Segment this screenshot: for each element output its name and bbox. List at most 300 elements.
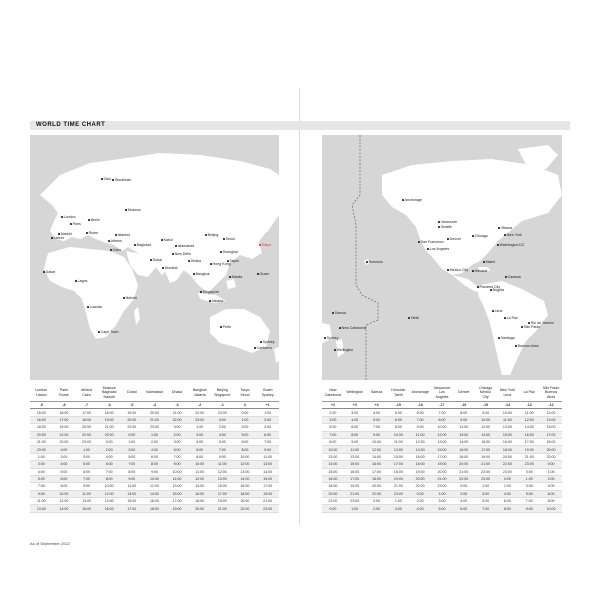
time-cell: 18:00 [75, 416, 98, 423]
time-cell: 12:00 [98, 490, 121, 497]
table-row [30, 483, 279, 490]
time-cell: 13:00 [234, 468, 257, 475]
table-row [30, 431, 279, 438]
time-cell: 1:00 [75, 446, 98, 453]
time-cell: 6:00 [143, 453, 166, 460]
offset-cell: -7 [75, 402, 98, 409]
city-label: Luanda [87, 305, 102, 309]
time-cell: 3:00 [234, 424, 257, 431]
city-label: Caracas [505, 275, 521, 279]
time-cell: 9:00 [211, 453, 234, 460]
offset-cell: +2 [322, 402, 344, 409]
time-cell: 7:00 [322, 431, 344, 438]
time-cell: 17:00 [53, 416, 76, 423]
time-cell: 18:00 [30, 424, 53, 431]
time-cell: 17:00 [540, 431, 562, 438]
city-label: Sydney [324, 336, 339, 340]
time-cell: 20:00 [143, 409, 166, 416]
time-cell: 4:00 [143, 446, 166, 453]
city-label: Berlin [88, 218, 100, 222]
time-cell: 5:00 [53, 468, 76, 475]
time-cell: 0:00 [121, 431, 144, 438]
column-header: Anchorage [409, 384, 431, 402]
time-cell: 0:00 [497, 475, 519, 482]
time-cell: 18:00 [366, 475, 388, 482]
time-cell: 21:00 [166, 409, 189, 416]
time-cell: 15:00 [211, 483, 234, 490]
time-cell: 15:00 [166, 490, 189, 497]
time-cell: 13:00 [211, 475, 234, 482]
column-header: Moscow Baghdad Nairobi [98, 384, 121, 402]
time-cell: 2:00 [53, 453, 76, 460]
time-cell: 11:00 [121, 483, 144, 490]
time-cell: 1:00 [30, 453, 53, 460]
time-cell: 18:00 [387, 468, 409, 475]
time-cell: 5:00 [234, 431, 257, 438]
time-cell: 10:00 [431, 424, 453, 431]
time-cell: 16:00 [366, 461, 388, 468]
time-cell: 20:00 [409, 475, 431, 482]
time-cell: 19:00 [121, 409, 144, 416]
time-cell: 0:00 [166, 424, 189, 431]
table-row [322, 438, 562, 445]
time-cell: 14:00 [234, 475, 257, 482]
city-label: Denver [447, 237, 461, 241]
time-cell: 14:00 [366, 453, 388, 460]
table-row [322, 446, 562, 453]
time-cell: 12:00 [234, 461, 257, 468]
time-cell: 17:00 [75, 409, 98, 416]
city-label: São Paulo [521, 325, 540, 329]
time-cell: 16:00 [98, 505, 121, 512]
time-cell: 13:00 [75, 498, 98, 505]
time-cell: 13:00 [344, 453, 366, 460]
table-row [322, 505, 562, 512]
table-row [30, 416, 279, 423]
time-cell: 23:00 [98, 431, 121, 438]
city-label: Rome [86, 231, 98, 235]
time-cell: 8:00 [497, 505, 519, 512]
city-label: Shanghai [220, 250, 238, 254]
time-cell: 7:00 [211, 446, 234, 453]
time-cell: 4:00 [409, 505, 431, 512]
city-label: Athens [108, 239, 122, 243]
table-row [30, 446, 279, 453]
time-cell: 17:00 [344, 475, 366, 482]
time-cell: 14:00 [98, 498, 121, 505]
city-label: Hong Kong [210, 262, 231, 266]
time-cell: 4:00 [256, 424, 279, 431]
time-cell: 15:00 [431, 446, 453, 453]
table-header-row [322, 384, 562, 402]
city-label: Dubai [150, 258, 162, 262]
time-cell: 23:00 [30, 446, 53, 453]
time-cell: 22:00 [453, 475, 475, 482]
time-cell: 5:00 [121, 453, 144, 460]
city-label: Ottawa [498, 226, 512, 230]
time-cell: 17:00 [211, 490, 234, 497]
offset-cell: -12 [540, 402, 562, 409]
time-cell: 20:00 [188, 505, 211, 512]
time-cell: 5:00 [431, 505, 453, 512]
offset-row [30, 402, 279, 409]
time-cell: 8:00 [121, 468, 144, 475]
time-cell: 22:00 [322, 498, 344, 505]
time-cell: 22:00 [234, 505, 257, 512]
city-label: Chicago [472, 234, 488, 238]
time-cell: 9:00 [453, 416, 475, 423]
time-cell: 14:00 [256, 468, 279, 475]
time-cell: 16:00 [188, 490, 211, 497]
column-header: New York Lima [497, 384, 519, 402]
time-cell: 6:00 [409, 409, 431, 416]
table-row [322, 424, 562, 431]
time-cell: 17:00 [518, 438, 540, 445]
time-cell: 9:00 [475, 409, 497, 416]
time-cell: 19:00 [344, 483, 366, 490]
time-cell: 3:00 [518, 483, 540, 490]
time-cell: 10:00 [475, 416, 497, 423]
time-cell: 5:00 [366, 416, 388, 423]
time-cell: 19:00 [53, 424, 76, 431]
time-cell: 22:00 [166, 416, 189, 423]
city-label: Santiago [498, 336, 515, 340]
column-header: Bangkok Jakarta [188, 384, 211, 402]
offset-cell: -1 [211, 402, 234, 409]
city-label: New Delhi [172, 252, 191, 256]
city-label: Manila [229, 275, 242, 279]
time-cell: 16:00 [234, 483, 257, 490]
city-label: Mexico City [447, 268, 468, 272]
offset-cell: -6 [98, 402, 121, 409]
time-cell: 7:00 [431, 409, 453, 416]
city-label: Cape Town [98, 330, 119, 334]
time-cell: 15:00 [475, 438, 497, 445]
table-row [30, 490, 279, 497]
column-header: Wellington [344, 384, 366, 402]
time-cell: 15:00 [497, 431, 519, 438]
time-cell: 18:00 [497, 446, 519, 453]
time-cell: 3:00 [75, 453, 98, 460]
time-cell: 12:00 [540, 409, 562, 416]
time-cell: 1:00 [143, 431, 166, 438]
table-row [322, 468, 562, 475]
time-cell: 4:00 [540, 483, 562, 490]
time-cell: 13:00 [121, 490, 144, 497]
time-cell: 4:00 [98, 453, 121, 460]
map-eurasia-africa [30, 135, 279, 380]
time-cell: 2:00 [322, 409, 344, 416]
offset-cell: -3 [166, 402, 189, 409]
time-cell: 18:00 [98, 409, 121, 416]
time-cell: 20:00 [121, 416, 144, 423]
time-cell: 11:00 [211, 461, 234, 468]
time-cell: 6:00 [234, 438, 257, 445]
time-cell: 0:00 [234, 409, 257, 416]
time-cell: 22:00 [366, 490, 388, 497]
time-cell: 16:00 [322, 475, 344, 482]
time-cell: 19:00 [475, 453, 497, 460]
time-cell: 10:00 [234, 453, 257, 460]
time-cell: 18:00 [453, 453, 475, 460]
time-cell: 12:00 [475, 424, 497, 431]
time-cell: 7:00 [166, 453, 189, 460]
time-cell: 7:00 [366, 424, 388, 431]
header-bar [30, 121, 570, 130]
time-cell: 10:00 [387, 431, 409, 438]
time-cell: 1:00 [256, 409, 279, 416]
table-row [30, 505, 279, 512]
time-cell: 8:00 [53, 483, 76, 490]
city-label: Samoa [332, 311, 346, 315]
time-cell: 9:00 [75, 483, 98, 490]
time-cell: 0:00 [53, 446, 76, 453]
time-cell: 15:00 [121, 498, 144, 505]
city-label: Los Angeles [427, 247, 449, 251]
time-cell: 12:00 [431, 431, 453, 438]
time-cell: 9:00 [256, 446, 279, 453]
city-label: Jakarta [209, 299, 223, 303]
date-line [352, 135, 378, 380]
time-cell: 17:00 [121, 505, 144, 512]
time-cell: 13:00 [431, 438, 453, 445]
column-header: New Caledonia [322, 384, 344, 402]
table-row [30, 409, 279, 416]
city-label: Taipei [227, 259, 239, 263]
time-cell: 2:00 [166, 431, 189, 438]
time-cell: 7:00 [518, 498, 540, 505]
time-cell: 20:00 [540, 446, 562, 453]
time-cell: 23:00 [75, 438, 98, 445]
city-label: Oslo [101, 177, 111, 181]
time-cell: 9:00 [344, 438, 366, 445]
table-row [322, 475, 562, 482]
time-cell: 6:00 [98, 461, 121, 468]
city-label: London [61, 215, 76, 219]
time-cell: 2:00 [98, 446, 121, 453]
city-label: Bogota [490, 288, 504, 292]
time-cell: 2:00 [409, 498, 431, 505]
offset-cell: -14 [497, 402, 519, 409]
column-header: Paris Rome [53, 384, 76, 402]
city-label: Seattle [438, 225, 452, 229]
time-cell: 4:00 [453, 498, 475, 505]
time-cell: 23:00 [475, 475, 497, 482]
time-cell: 17:00 [387, 461, 409, 468]
time-cell: 11:00 [75, 490, 98, 497]
time-cell: 19:00 [256, 490, 279, 497]
column-header: Islamabad [143, 384, 166, 402]
time-cell: 20:00 [322, 490, 344, 497]
time-cell: 10:00 [98, 483, 121, 490]
offset-cell: -16 [453, 402, 475, 409]
offset-cell: +4 [366, 402, 388, 409]
time-cell: 9:00 [121, 475, 144, 482]
time-cell: 21:00 [518, 453, 540, 460]
time-cell: 12:00 [322, 453, 344, 460]
time-cell: 15:00 [540, 424, 562, 431]
time-cell: 21:00 [387, 483, 409, 490]
table-row [322, 409, 562, 416]
time-cell: 9:00 [30, 490, 53, 497]
time-cell: 23:00 [256, 505, 279, 512]
city-label: Washington DC [497, 243, 525, 247]
time-cell: 13:00 [540, 416, 562, 423]
time-cell: 18:00 [188, 498, 211, 505]
time-cell: 8:00 [322, 438, 344, 445]
time-cell: 2:00 [211, 424, 234, 431]
time-cell: 15:00 [30, 409, 53, 416]
city-label: Istanbul [115, 233, 130, 237]
time-cell: 4:00 [344, 416, 366, 423]
time-cell: 14:00 [188, 483, 211, 490]
time-cell: 1:00 [344, 505, 366, 512]
time-cell: 8:00 [143, 461, 166, 468]
footnote: As of September 2022 [30, 541, 70, 546]
time-cell: 14:00 [53, 505, 76, 512]
city-label: Singapore [200, 290, 219, 294]
column-header: Honolulu Tahiti [387, 384, 409, 402]
time-cell: 23:00 [497, 468, 519, 475]
time-cell: 16:00 [518, 431, 540, 438]
time-cell: 14:00 [143, 490, 166, 497]
time-cell: 22:00 [497, 461, 519, 468]
city-label: New Caledonia [339, 326, 366, 330]
time-cell: 2:00 [143, 438, 166, 445]
time-cell: 8:00 [188, 453, 211, 460]
offset-cell: -2 [188, 402, 211, 409]
offset-cell: -4 [143, 402, 166, 409]
time-cell: 11:00 [166, 475, 189, 482]
table-row [322, 483, 562, 490]
time-cell: 18:00 [234, 490, 257, 497]
column-header: São Paulo Buenos Aires [540, 384, 562, 402]
time-cell: 8:00 [234, 446, 257, 453]
time-cell: 20:00 [453, 461, 475, 468]
time-cell: 10:00 [540, 505, 562, 512]
time-cell: 19:00 [431, 461, 453, 468]
time-cell: 10:00 [497, 409, 519, 416]
time-cell: 1:00 [540, 468, 562, 475]
time-cell: 12:00 [143, 483, 166, 490]
book-gutter [299, 88, 300, 524]
time-cell: 22:00 [53, 438, 76, 445]
city-label: Canberra [254, 346, 272, 350]
time-cell: 1:00 [121, 438, 144, 445]
time-cell: 21:00 [211, 505, 234, 512]
time-cell: 20:00 [75, 424, 98, 431]
time-cell: 15:00 [256, 475, 279, 482]
city-label: Nairobi [123, 296, 137, 300]
time-cell: 16:00 [53, 409, 76, 416]
time-cell: 14:00 [322, 461, 344, 468]
time-cell: 16:00 [409, 453, 431, 460]
offset-cell: -13 [518, 402, 540, 409]
time-cell: 19:00 [98, 416, 121, 423]
time-cell: 21:00 [475, 461, 497, 468]
time-cell: 7:00 [475, 505, 497, 512]
time-cell: 23:00 [387, 490, 409, 497]
time-cell: 13:00 [387, 446, 409, 453]
time-cell: 1:00 [234, 416, 257, 423]
time-cell: 20:00 [431, 468, 453, 475]
time-cell: 12:00 [366, 446, 388, 453]
city-label: Lagos [75, 279, 87, 283]
offset-cell: -15 [475, 402, 497, 409]
column-header: Vancouver Los Angeles [431, 384, 453, 402]
column-header: Guam Sydney [256, 384, 279, 402]
table-row [30, 461, 279, 468]
page-title: WORLD TIME CHART [36, 122, 106, 128]
offset-cell: -8 [53, 402, 76, 409]
time-cell: 19:00 [211, 498, 234, 505]
time-cell: 7:00 [98, 468, 121, 475]
time-cell: 17:00 [431, 453, 453, 460]
time-cell: 14:00 [518, 424, 540, 431]
time-cell: 1:00 [475, 483, 497, 490]
table-header-row [30, 384, 279, 402]
time-cell: 2:00 [497, 483, 519, 490]
table-row [30, 424, 279, 431]
time-cell: 7:00 [75, 475, 98, 482]
city-label: Tahiti [408, 316, 419, 320]
time-cell: 8:00 [453, 409, 475, 416]
time-cell: 22:00 [409, 483, 431, 490]
time-cell: 3:00 [344, 409, 366, 416]
time-cell: 19:00 [166, 505, 189, 512]
city-label: Mumbai [162, 266, 177, 270]
time-cell: 5:00 [75, 461, 98, 468]
time-cell: 16:00 [453, 446, 475, 453]
time-cell: 23:00 [518, 461, 540, 468]
column-header: Dhaka [166, 384, 189, 402]
time-cell: 5:00 [211, 438, 234, 445]
time-cell: 3:00 [188, 431, 211, 438]
time-cell: 1:00 [431, 490, 453, 497]
time-cell: 8:00 [540, 498, 562, 505]
time-cell: 1:00 [518, 475, 540, 482]
city-label: Wellington [334, 348, 353, 352]
time-cell: 0:00 [366, 498, 388, 505]
time-cell: 12:00 [211, 468, 234, 475]
time-cell: 10:00 [53, 490, 76, 497]
time-table-right [322, 384, 562, 513]
time-cell: 21:00 [53, 431, 76, 438]
time-cell: 6:00 [453, 505, 475, 512]
time-cell: 7:00 [121, 461, 144, 468]
time-cell: 11:00 [188, 468, 211, 475]
time-cell: 16:00 [30, 416, 53, 423]
time-cell: 21:00 [431, 475, 453, 482]
time-cell: 7:00 [409, 416, 431, 423]
time-cell: 16:00 [497, 438, 519, 445]
column-header: Athens Cairo [75, 384, 98, 402]
time-cell: 22:00 [188, 409, 211, 416]
table-row [322, 490, 562, 497]
time-cell: 4:00 [53, 461, 76, 468]
time-cell: 17:00 [166, 498, 189, 505]
time-cell: 16:00 [143, 498, 166, 505]
city-label: Perth [220, 325, 231, 329]
time-cell: 1:00 [387, 498, 409, 505]
column-header: Beijing Singapore [211, 384, 234, 402]
time-cell: 14:00 [409, 446, 431, 453]
time-cell: 10:00 [366, 438, 388, 445]
time-cell: 13:00 [497, 424, 519, 431]
time-cell: 20:00 [234, 498, 257, 505]
time-cell: 0:00 [518, 468, 540, 475]
time-cell: 21:00 [98, 424, 121, 431]
